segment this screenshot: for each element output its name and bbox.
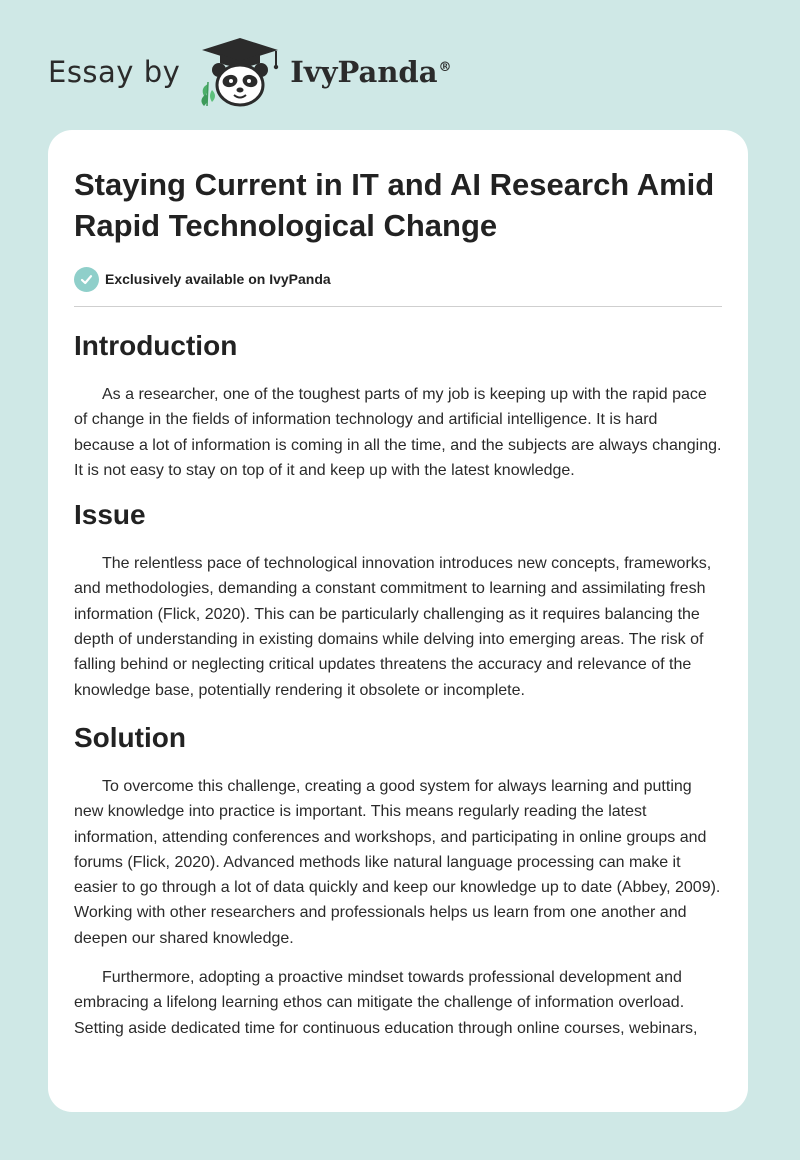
check-circle-icon — [74, 267, 99, 292]
panda-logo-icon — [194, 36, 286, 108]
brand-prefix: Essay by — [48, 55, 181, 89]
brand-name: IvyPanda® — [290, 55, 452, 89]
section-introduction — [74, 329, 722, 483]
section-heading: Introduction — [74, 330, 238, 361]
section-heading: Solution — [74, 721, 186, 753]
essay-title: Staying Current in IT and AI Research Amid Rapid Technological Change — [74, 167, 715, 243]
site-brand[interactable] — [48, 36, 452, 108]
paragraph: As a researcher, one of the toughest parts of my job is keeping up with the rapid pace of change in the fields of information technology and artificial intelligence. It is hard because a lot of information is coming in all the time, and the subjects are always changing. It is not easy to stay on top of it and keep up with the latest knowledge. — [74, 386, 722, 479]
badge-text: Exclusively available on IvyPanda — [105, 271, 331, 287]
registered-mark: ® — [438, 60, 452, 76]
paragraph: Furthermore, adopting a proactive mindset towards professional development and embracing a lifelong learning ethos can mitigate the challenge of information overload. Setting aside dedicated time for continuous education through online courses, webinars, — [74, 969, 698, 1037]
paragraph: The relentless pace of technological innovation introduces new concepts, frameworks, and methodologies, demanding a constant commitment to learning and assimilating fresh information (Flick, 2020). This can be particularly challenging as it requires balancing the depth of understanding in existing domains while delving into emerging areas. The risk of falling behind or neglecting critical updates threatens the accuracy and relevance of the knowledge base, potentially rendering it obsolete or incomplete. — [74, 555, 712, 699]
title-divider — [74, 306, 722, 307]
section-solution — [74, 721, 722, 1041]
section-heading: Issue — [74, 499, 146, 531]
exclusive-badge — [74, 266, 722, 292]
essay-card — [48, 130, 748, 1112]
section-issue — [74, 498, 722, 703]
paragraph: To overcome this challenge, creating a good system for always learning and putting new knowledge into practice is important. This means regularly reading the latest information, attending conferences and workshops, and participating in online groups and forums (Flick, 2020). Advanced methods like natural language processing can make it easier to go through a lot of data quickly and keep our knowledge up to date (Abbey, 2009). Working with other researchers and professionals helps us learn from one another and deepen our shared knowledge. — [74, 777, 721, 947]
